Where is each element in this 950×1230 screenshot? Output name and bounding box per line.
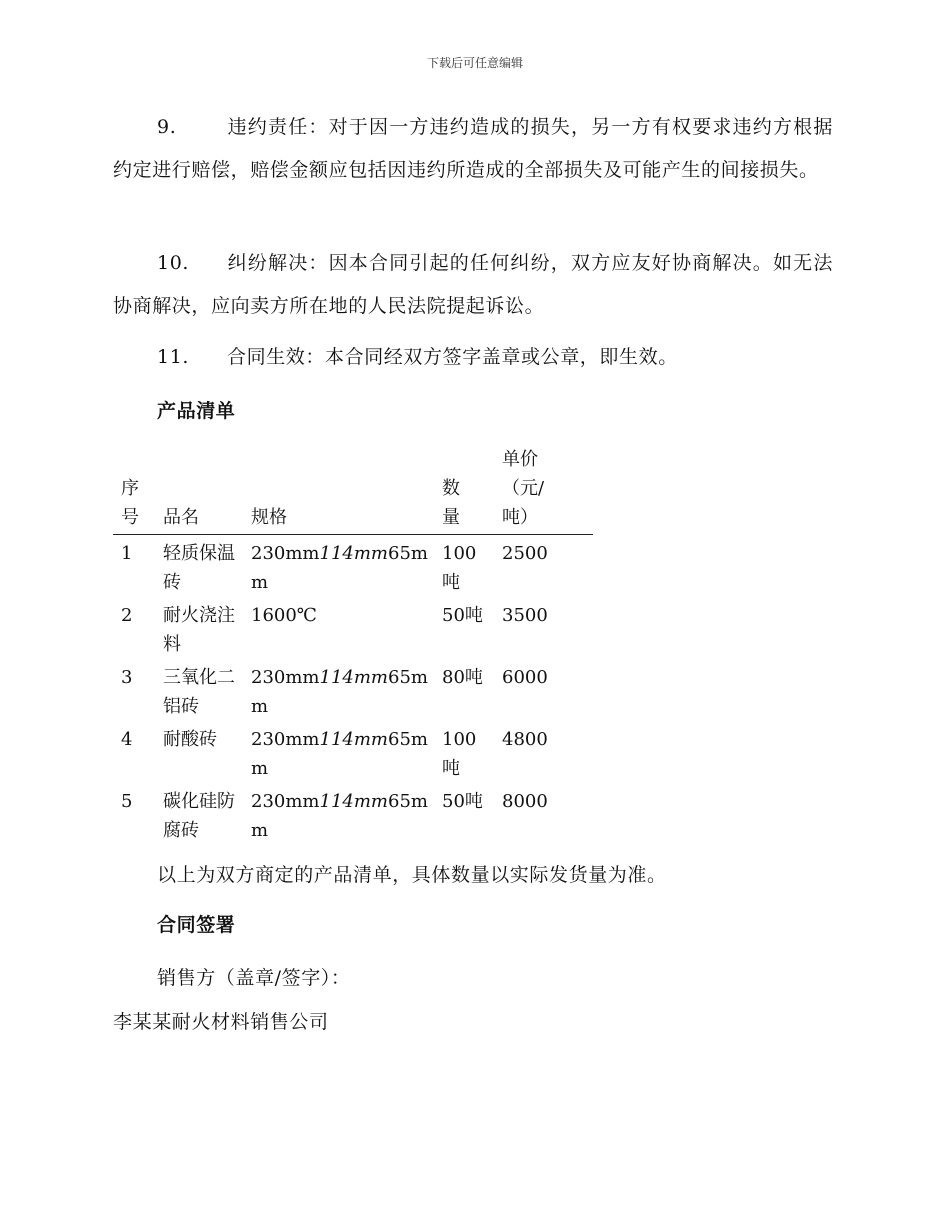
- clause-number: 10.: [157, 252, 190, 274]
- row-price: 6000: [502, 667, 548, 688]
- row-price: 2500: [502, 543, 548, 564]
- clause-text: 合同生效：本合同经双方签字盖章或公章，即生效。: [227, 346, 678, 368]
- clause-number: 9.: [157, 116, 177, 138]
- table-header: [113, 448, 593, 535]
- row-price: 8000: [502, 791, 548, 812]
- product-list-title: 产品清单: [157, 400, 236, 422]
- table-row: [113, 659, 593, 721]
- header-name: 品名: [163, 507, 199, 528]
- row-name: 碳化硅防腐砖: [163, 791, 235, 841]
- row-name: 耐火浇注料: [163, 605, 235, 655]
- row-name: 耐酸砖: [163, 729, 217, 750]
- table-row: [113, 783, 593, 845]
- row-qty: 50吨: [442, 605, 483, 626]
- row-name: 三氧化二铝砖: [163, 667, 235, 717]
- seller-label: 销售方（盖章/签字）：: [157, 967, 351, 989]
- table-row: [113, 721, 593, 783]
- header-qty: 数量: [442, 478, 460, 528]
- clause-10: [113, 242, 833, 328]
- clause-number: 11.: [157, 346, 190, 368]
- row-no: 3: [121, 667, 133, 688]
- header-spec: 规格: [251, 507, 287, 528]
- signing-title: 合同签署: [157, 914, 236, 936]
- clause-11: [113, 336, 833, 379]
- row-no: 1: [121, 543, 133, 564]
- row-price: 3500: [502, 605, 548, 626]
- row-no: 2: [121, 605, 133, 626]
- table-row: [113, 535, 593, 597]
- page-header: 下载后可任意编辑: [426, 56, 523, 70]
- clause-9: [113, 106, 833, 192]
- clause-text: 违约责任：对于因一方违约造成的损失，另一方有权要求违约方根据约定进行赔偿，赔偿金额应包括因违约所造成的全部损失及可能产生的间接损失。: [113, 116, 833, 181]
- row-spec: 230mm114mm65mm: [251, 791, 428, 841]
- header-no: 序号: [121, 478, 139, 528]
- row-qty: 100吨: [442, 543, 477, 593]
- row-spec: 1600℃: [251, 605, 317, 626]
- table-row: [113, 597, 593, 659]
- row-spec: 230mm114mm65mm: [251, 729, 428, 779]
- row-price: 4800: [502, 729, 548, 750]
- row-no: 4: [121, 729, 133, 750]
- clause-text: 纠纷解决：因本合同引起的任何纠纷，双方应友好协商解决。如无法协商解决，应向卖方所在地的人民法院提起诉讼。: [113, 252, 833, 317]
- header-price: 单价（元/吨）: [502, 449, 545, 528]
- row-qty: 100吨: [442, 729, 477, 779]
- row-no: 5: [121, 791, 133, 812]
- product-table: [113, 448, 593, 845]
- seller-name: 李某某耐火材料销售公司: [113, 1011, 329, 1033]
- row-qty: 50吨: [442, 791, 483, 812]
- table-body: [113, 535, 593, 845]
- table-note: 以上为双方商定的产品清单，具体数量以实际发货量为准。: [157, 864, 667, 886]
- row-spec: 230mm114mm65mm: [251, 543, 428, 593]
- row-qty: 80吨: [442, 667, 483, 688]
- row-name: 轻质保温砖: [163, 543, 235, 593]
- row-spec: 230mm114mm65mm: [251, 667, 428, 717]
